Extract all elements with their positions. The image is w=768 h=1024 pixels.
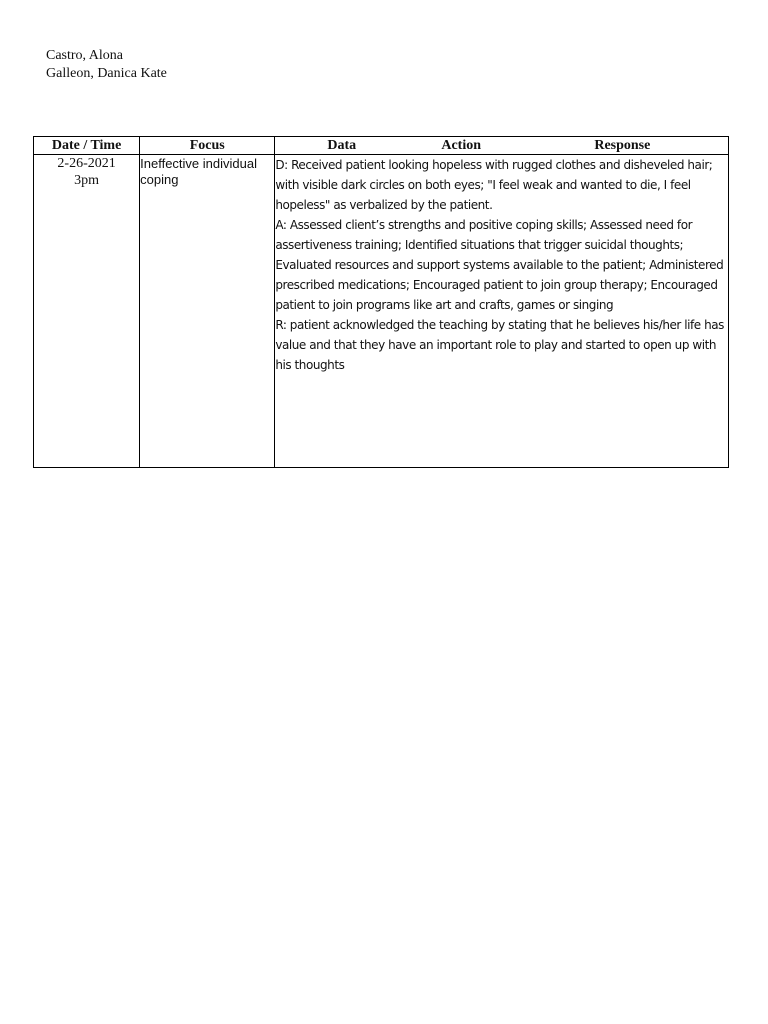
header-date-time: Date / Time — [34, 137, 140, 155]
header-data: Data — [327, 138, 357, 153]
dar-cell — [275, 155, 729, 468]
entry-action: A: Assessed client’s strengths and positive coping skills; Assessed need for assertiveness training; Identified situations that trigger suicidal thoughts; Evaluated resources and support systems available to the patient; Administered prescribed medications; Encouraged patient to join group therapy; Encouraged patient to join programs like art and crafts, games or singing — [275, 218, 724, 312]
fdar-table — [33, 136, 729, 468]
entry-focus: Ineffective individual coping — [140, 156, 257, 187]
header-dar — [275, 137, 729, 155]
author-name: Galleon, Danica Kate — [46, 66, 167, 81]
header-focus: Focus — [140, 137, 275, 155]
header-action: Action — [441, 138, 481, 153]
entry-time: 3pm — [74, 173, 100, 188]
entry-data: D: Received patient looking hopeless with rugged clothes and disheveled hair; with visible dark circles on both eyes; "I feel weak and wanted to die, I feel hopeless" as verbalized by the patient. — [275, 158, 713, 212]
header-response: Response — [594, 138, 651, 153]
author-names — [46, 47, 167, 83]
table-row — [34, 155, 729, 468]
entry-response: R: patient acknowledged the teaching by stating that he believes his/her life has value and that they have an important role to play and started to open up with his thoughts — [275, 318, 724, 372]
table-header-row — [34, 137, 729, 155]
author-name: Castro, Alona — [46, 48, 123, 63]
date-time-cell — [34, 155, 140, 468]
focus-cell — [140, 155, 275, 468]
entry-date: 2-26-2021 — [57, 156, 116, 171]
